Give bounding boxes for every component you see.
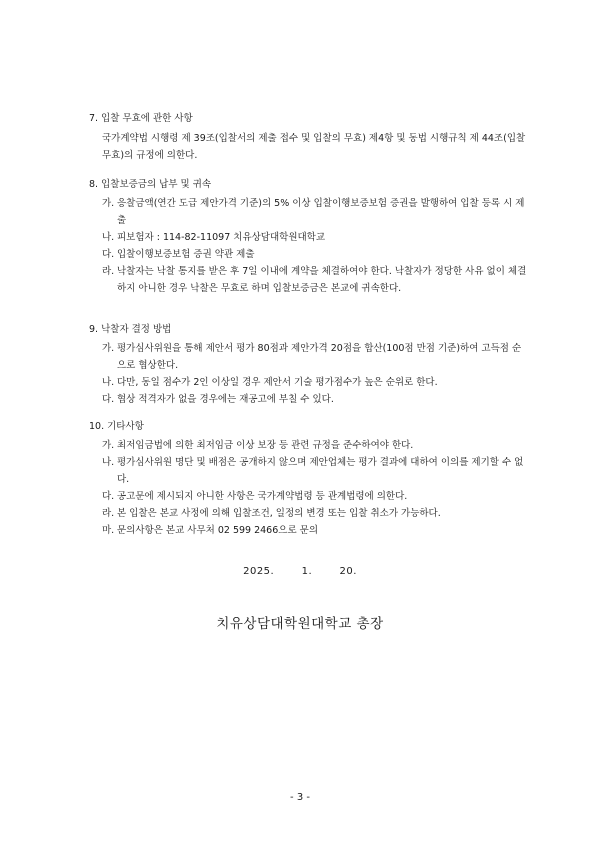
item-text: 최저임금법에 의한 최저임금 이상 보장 등 관련 규정을 준수하여야 한다. bbox=[117, 440, 414, 451]
list-item bbox=[89, 263, 529, 297]
section-title: 9. 낙찰자 결정 방법 bbox=[89, 324, 172, 335]
item-text: 입찰이행보증보험 증권 약관 제출 bbox=[117, 249, 255, 260]
list-item bbox=[89, 391, 529, 408]
item-marker: 가. bbox=[102, 343, 115, 354]
item-marker: 다. bbox=[102, 249, 115, 260]
item-marker: 다. bbox=[102, 491, 115, 502]
item-text: 공고문에 제시되지 아니한 사항은 국가계약법령 등 관계법령에 의한다. bbox=[117, 491, 408, 502]
list-item bbox=[89, 454, 529, 488]
item-text: 낙찰자는 낙찰 통지를 받은 후 7일 이내에 계약을 체결하여야 한다. 낙찰자가 정당한 사유 없이 체결하지 아니한 경우 낙찰은 무효로 하며 입찰보증금은 본교에 귀속한다. bbox=[117, 266, 527, 294]
item-marker: 라. bbox=[102, 266, 115, 277]
list-item bbox=[89, 437, 529, 454]
item-text: 평가심사위원 명단 및 배점은 공개하지 않으며 제안업체는 평가 결과에 대하여 이의를 제기할 수 없다. bbox=[117, 457, 524, 485]
section-body: 국가계약법 시행령 제 39조(입찰서의 제출 접수 및 입찰의 무효) 제4항 및 동법 시행규칙 제 44조(입찰무효)의 규정에 의한다. bbox=[102, 133, 526, 161]
item-marker: 나. bbox=[102, 457, 115, 468]
list-item bbox=[89, 522, 529, 539]
signer-title: 치유상담대학원대학교 총장 bbox=[216, 616, 384, 632]
section-title: 8. 입찰보증금의 납부 및 귀속 bbox=[89, 179, 212, 190]
section-9 bbox=[89, 322, 529, 408]
list-item bbox=[89, 246, 529, 263]
list-item bbox=[89, 488, 529, 505]
item-text: 본 입찰은 본교 사정에 의해 입찰조건, 일정의 변경 또는 입찰 취소가 가능하다. bbox=[117, 508, 441, 519]
section-title: 10. 기타사항 bbox=[89, 421, 144, 432]
item-marker: 가. bbox=[102, 440, 115, 451]
item-marker: 가. bbox=[102, 198, 115, 209]
section-7 bbox=[89, 111, 529, 164]
item-text: 피보험자 : 114-82-11097 치유상담대학원대학교 bbox=[117, 232, 326, 243]
item-marker: 다. bbox=[102, 394, 115, 405]
section-8 bbox=[89, 177, 529, 297]
item-text: 문의사항은 본교 사무처 02 599 2466으로 문의 bbox=[117, 525, 318, 536]
list-item bbox=[89, 195, 529, 229]
section-title: 7. 입찰 무효에 관한 사항 bbox=[89, 113, 193, 124]
list-item bbox=[89, 505, 529, 522]
list-item bbox=[89, 374, 529, 391]
item-marker: 라. bbox=[102, 508, 115, 519]
page-number: - 3 - bbox=[290, 792, 310, 803]
list-item bbox=[89, 340, 529, 374]
item-text: 평가심사위원을 통해 제안서 평가 80점과 제안가격 20점을 합산(100점 만점 기준)하여 고득점 순으로 협상한다. bbox=[117, 343, 522, 371]
item-marker: 나. bbox=[102, 377, 115, 388]
document-date: 2025. 1. 20. bbox=[243, 566, 357, 577]
item-marker: 마. bbox=[102, 525, 115, 536]
item-text: 응찰금액(연간 도급 제안가격 기준)의 5% 이상 입찰이행보증보험 증권을 발행하여 입찰 등록 시 제출 bbox=[117, 198, 525, 226]
item-text: 협상 적격자가 없을 경우에는 재공고에 부칠 수 있다. bbox=[117, 394, 334, 405]
section-10 bbox=[89, 419, 529, 539]
item-text: 다만, 동일 점수가 2인 이상일 경우 제안서 기술 평가점수가 높은 순위로 한다. bbox=[117, 377, 438, 388]
list-item bbox=[89, 229, 529, 246]
item-marker: 나. bbox=[102, 232, 115, 243]
